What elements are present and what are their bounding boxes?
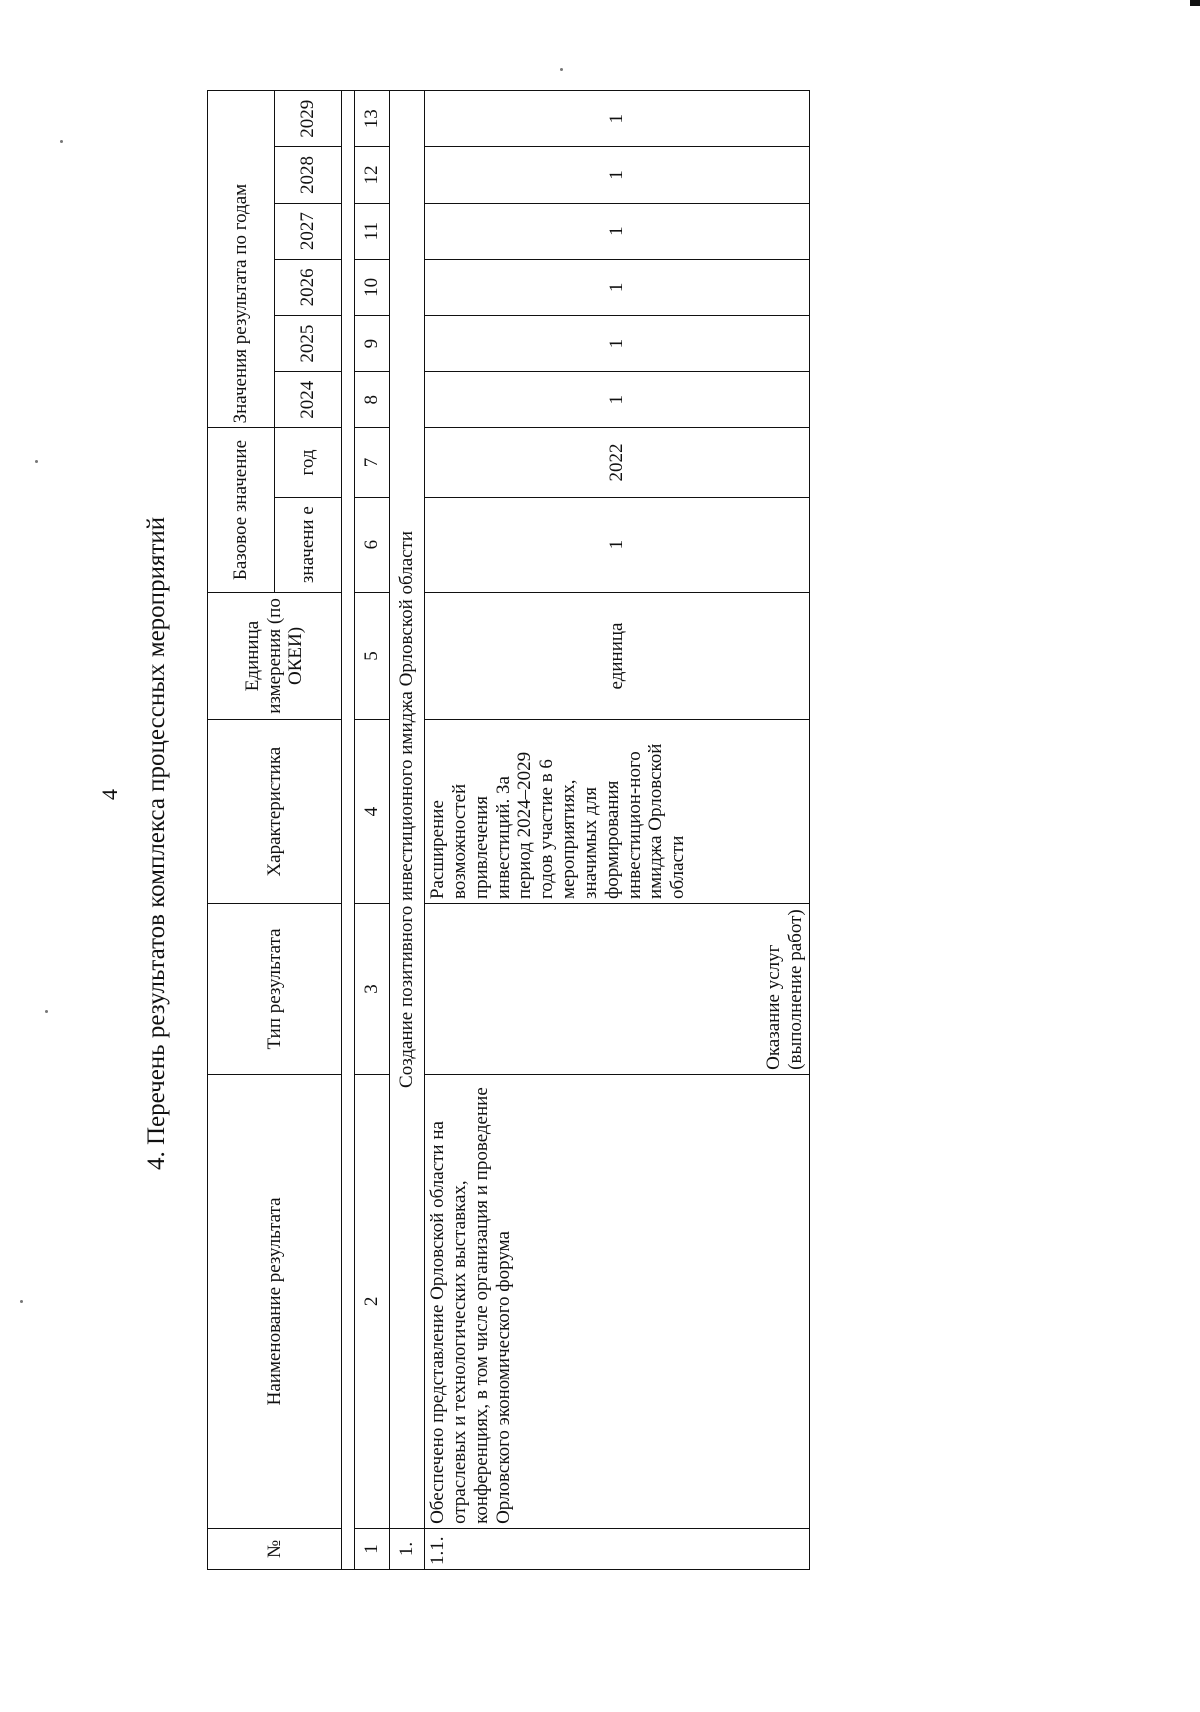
page-number: 4 [97,789,122,800]
header-year-2029: 2029 [275,91,342,147]
page-title: 4. Перечень результатов комплекса процессных мероприятий [143,516,170,1170]
header-num: № [208,1528,342,1569]
column-number: 9 [355,315,390,371]
column-number: 5 [355,592,390,720]
row-value-2026: 1 [425,259,810,315]
column-number: 6 [355,497,390,592]
section-row [390,91,425,1570]
header-year-2028: 2028 [275,147,342,203]
column-number: 4 [355,720,390,904]
section-title: Создание позитивного инвестиционного имиджа Орловской области [390,91,425,1529]
header-year-2024: 2024 [275,372,342,428]
results-table [207,90,810,1570]
table-gap [342,91,355,1570]
header-characteristic: Характеристика [208,720,342,904]
scan-speck [20,1300,23,1303]
column-number: 13 [355,91,390,147]
row-value-2024: 1 [425,372,810,428]
header-name: Наименование результата [208,1074,342,1528]
scan-speck [60,140,63,143]
row-base-year: 2022 [425,428,810,497]
header-base-year: год [275,428,342,497]
header-year-2026: 2026 [275,259,342,315]
header-type: Тип результата [208,904,342,1075]
row-num: 1.1. [425,1528,810,1569]
header-base: Базовое значение [208,428,275,592]
column-number: 12 [355,147,390,203]
column-number-row [355,91,390,1570]
scan-edge-mark [1190,0,1200,6]
column-number: 8 [355,372,390,428]
row-value-2025: 1 [425,315,810,371]
column-number: 2 [355,1074,390,1528]
section-num: 1. [390,1528,425,1569]
header-year-2027: 2027 [275,203,342,259]
column-number: 7 [355,428,390,497]
results-table-frame [207,90,843,1570]
scan-speck [35,460,38,463]
column-number: 1 [355,1528,390,1569]
scan-speck [45,1010,48,1013]
row-value-2027: 1 [425,203,810,259]
row-value-2029: 1 [425,91,810,147]
header-base-value: значени е [275,497,342,592]
column-number: 3 [355,904,390,1075]
header-years-group: Значения результата по годам [208,91,275,428]
scan-speck [560,68,563,71]
row-type: Оказание услуг (выполнение работ) [425,904,810,1075]
row-name: Обеспечено представление Орловской области на отраслевых и технологических выставках, конференциях, в том числе организация и проведение Орловского экономического форума [425,1074,810,1528]
column-number: 11 [355,203,390,259]
header-year-2025: 2025 [275,315,342,371]
row-value-2028: 1 [425,147,810,203]
row-characteristic: Расширение возможностей привлечения инвестиций. За период 2024–2029 годов участие в 6 мероприятиях, значимых для формирования инвестицион-ного имиджа Орловской области [425,720,810,904]
column-number: 10 [355,259,390,315]
row-unit: единица [425,592,810,720]
header-row-1 [208,91,275,1570]
header-unit: Единица измерения (по ОКЕИ) [208,592,342,720]
row-base-value: 1 [425,497,810,592]
table-row [425,91,810,1570]
